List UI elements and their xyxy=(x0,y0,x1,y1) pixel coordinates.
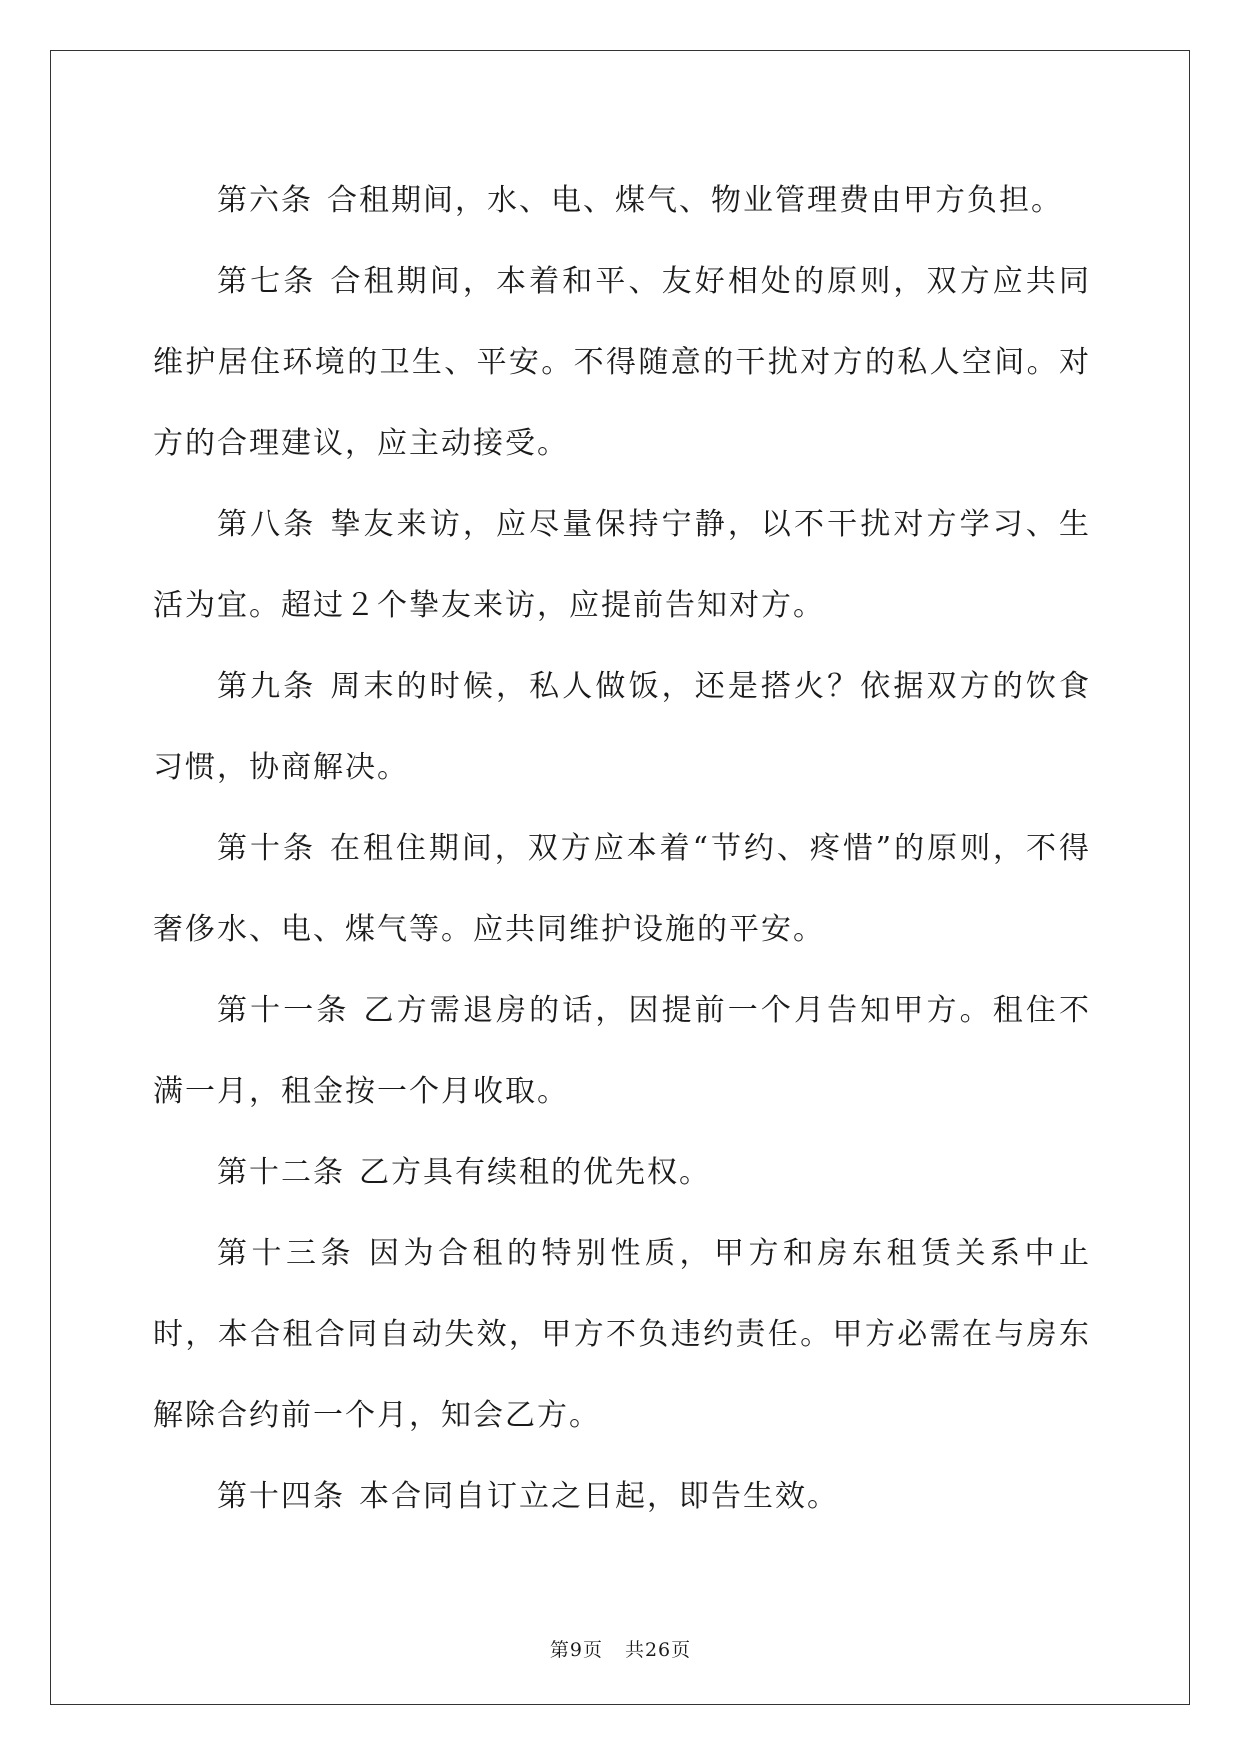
clause-number: 第十四条 xyxy=(217,1479,345,1514)
clause-paragraph xyxy=(153,970,1091,1132)
clause-text: 在租住期间，双方应本着“节约、疼惜”的原则，不得奢侈水、电、煤气等。应共同维护设施的平安。 xyxy=(153,831,1091,947)
clause-number: 第十二条 xyxy=(217,1155,345,1190)
clause-paragraph xyxy=(153,1132,1091,1213)
clause-text: 挚友来访，应尽量保持宁静，以不干扰对方学习、生活为宜。超过２个挚友来访，应提前告知对方。 xyxy=(153,507,1092,623)
clause-text: 因为合租的特别性质，甲方和房东租赁关系中止时，本合租合同自动失效，甲方不负违约责任。甲方必需在与房东解除合约前一个月，知会乙方。 xyxy=(153,1236,1091,1433)
clause-paragraph xyxy=(153,808,1091,970)
clause-paragraph xyxy=(153,1456,1091,1537)
current-page-number: 第9页 xyxy=(549,1639,603,1661)
clause-text: 合租期间，本着和平、友好相处的原则，双方应共同维护居住环境的卫生、平安。不得随意的干扰对方的私人空间。对方的合理建议，应主动接受。 xyxy=(153,264,1092,461)
page-footer xyxy=(0,1635,1241,1662)
document-body xyxy=(153,160,1091,1537)
clause-text: 本合同自订立之日起，即告生效。 xyxy=(359,1479,839,1514)
clause-paragraph xyxy=(153,160,1091,241)
clause-paragraph xyxy=(153,484,1091,646)
total-pages: 共26页 xyxy=(624,1639,692,1661)
clause-number: 第十条 xyxy=(217,831,316,866)
clause-paragraph xyxy=(153,1213,1091,1456)
clause-number: 第七条 xyxy=(217,264,317,299)
clause-number: 第九条 xyxy=(217,669,317,704)
clause-paragraph xyxy=(153,646,1091,808)
clause-number: 第十一条 xyxy=(217,993,350,1028)
clause-number: 第六条 xyxy=(217,183,313,218)
clause-number: 第十三条 xyxy=(217,1236,355,1271)
clause-text: 合租期间，水、电、煤气、物业管理费由甲方负担。 xyxy=(327,183,1063,218)
clause-number: 第八条 xyxy=(217,507,317,542)
clause-paragraph xyxy=(153,241,1091,484)
clause-text: 乙方需退房的话，因提前一个月告知甲方。租住不满一月，租金按一个月收取。 xyxy=(153,993,1092,1109)
clause-text: 乙方具有续租的优先权。 xyxy=(359,1155,711,1190)
clause-text: 周末的时候，私人做饭，还是搭火？依据双方的饮食习惯，协商解决。 xyxy=(153,669,1092,785)
